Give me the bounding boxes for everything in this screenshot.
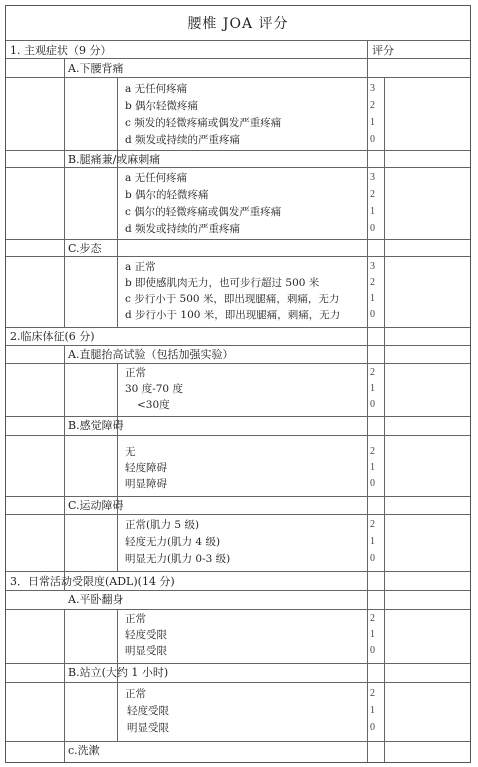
subsection-2a-title: A.直腿抬高试验（包括加强实验） (68, 348, 234, 361)
option-score: 0 (370, 134, 375, 145)
option-score: 0 (370, 309, 375, 320)
rule (6, 416, 470, 417)
subsection-2c-title: C.运动障碍 (68, 499, 124, 512)
option-score: 0 (370, 722, 375, 733)
option-item: 正常 (125, 367, 146, 379)
option-item: b 即使感肌肉无力，也可步行超过 500 米 (125, 277, 320, 289)
subsection-1c-title: C.步态 (68, 242, 102, 255)
page-title: 腰椎 JOA 评分 (187, 16, 289, 32)
rule (6, 682, 470, 683)
subsection-1a-title: A.下腰背痛 (68, 62, 124, 75)
subsection-3a-title: A.平卧翻身 (68, 593, 124, 606)
option-item: c 频发的轻微疼痛或偶发严重疼痛 (125, 117, 282, 129)
rule (64, 345, 65, 590)
rule (6, 58, 470, 59)
rule (117, 363, 118, 571)
option-score: 1 (370, 629, 375, 640)
section-3-title: 3．日常活动受限度(ADL)(14 分) (10, 575, 175, 588)
rule (64, 609, 65, 762)
option-item: b 偶尔轻微疼痛 (125, 100, 199, 112)
option-score: 3 (370, 172, 375, 183)
rule (6, 256, 470, 257)
option-item: 30 度-70 度 (125, 383, 183, 395)
option-item: 正常 (125, 688, 146, 700)
option-score: 0 (370, 553, 375, 564)
option-score: 2 (370, 367, 375, 378)
option-score: 2 (370, 446, 375, 457)
subsection-1b-title: B.腿痛兼/或麻刺痛 (68, 153, 161, 166)
rule (6, 496, 470, 497)
option-item: d 步行小于 100 米，即出现腿痛，刺痛，无力 (125, 310, 341, 321)
option-score: 2 (370, 100, 375, 111)
rule (6, 77, 470, 78)
option-item: c 步行小于 500 米，即出现腿痛，刺痛，无力 (125, 294, 340, 305)
option-item: 明显受限 (125, 645, 167, 657)
section-1-title: 1. 主观症状（9 分） (10, 44, 112, 57)
option-item: 轻度无力(肌力 4 级) (125, 536, 221, 548)
joa-score-table (5, 5, 471, 763)
option-item: 无 (125, 446, 136, 458)
option-item: d 频发或持续的严重疼痛 (125, 223, 241, 235)
rule (367, 40, 368, 762)
option-item: <30度 (137, 399, 170, 411)
option-item: a 正常 (125, 261, 156, 273)
rule (6, 514, 470, 515)
rule (6, 435, 470, 436)
option-item: a 无任何疼痛 (125, 172, 188, 184)
option-score: 2 (370, 277, 375, 288)
option-score: 1 (370, 117, 375, 128)
option-score: 1 (370, 462, 375, 473)
rule (6, 609, 470, 610)
rule (117, 77, 118, 327)
rule (384, 77, 385, 762)
option-score: 1 (370, 536, 375, 547)
score-column-header: 评分 (372, 44, 394, 57)
rule (6, 590, 470, 591)
subsection-3c-title: c.洗漱 (68, 744, 100, 757)
option-score: 1 (370, 206, 375, 217)
option-score: 1 (370, 293, 375, 304)
option-score: 2 (370, 613, 375, 624)
option-score: 2 (370, 189, 375, 200)
option-item: a 无任何疼痛 (125, 83, 188, 95)
option-score: 0 (370, 478, 375, 489)
rule (6, 239, 470, 240)
rule (6, 150, 470, 151)
rule (6, 345, 470, 346)
option-item: 明显无力(肌力 0-3 级) (125, 553, 231, 565)
rule (6, 363, 470, 364)
option-item: b 偶尔的轻微疼痛 (125, 189, 209, 201)
option-score: 0 (370, 645, 375, 656)
option-item: 轻度受限 (127, 705, 169, 717)
subsection-2b-title: B.感觉障碍 (68, 419, 124, 432)
rule (6, 741, 470, 742)
option-item: 轻度障碍 (125, 462, 167, 474)
option-score: 2 (370, 519, 375, 530)
option-score: 2 (370, 688, 375, 699)
rule (64, 58, 65, 327)
option-score: 3 (370, 261, 375, 272)
option-item: c 偶尔的轻微疼痛或偶发严重疼痛 (125, 206, 282, 218)
option-score: 1 (370, 705, 375, 716)
option-item: 轻度受限 (125, 629, 167, 641)
option-score: 0 (370, 223, 375, 234)
rule (6, 663, 470, 664)
section-2-title: 2.临床体征(6 分) (10, 330, 95, 343)
option-item: 明显障碍 (125, 478, 167, 490)
option-score: 0 (370, 399, 375, 410)
option-score: 1 (370, 383, 375, 394)
option-item: 正常 (125, 613, 146, 625)
option-item: d 频发或持续的严重疼痛 (125, 134, 241, 146)
rule (6, 167, 470, 168)
rule (6, 327, 470, 328)
option-item: 正常(肌力 5 级) (125, 519, 200, 531)
option-score: 3 (370, 83, 375, 94)
subsection-3b-title: B.站立(大约 1 小时) (68, 666, 169, 679)
option-item: 明显受限 (127, 722, 169, 734)
rule (6, 40, 470, 41)
rule (6, 571, 470, 572)
